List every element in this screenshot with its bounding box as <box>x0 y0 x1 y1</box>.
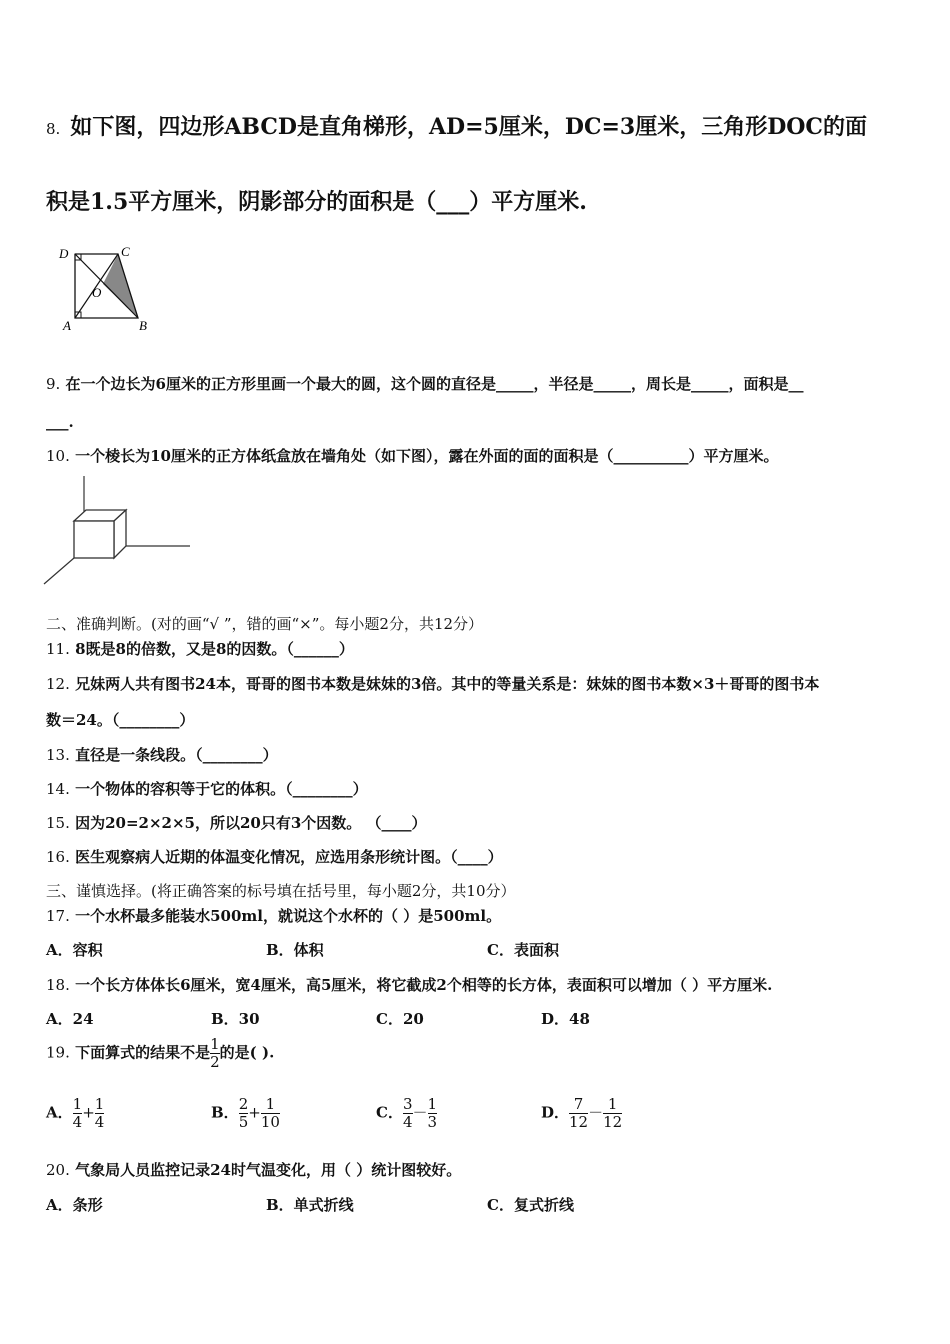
q18-text: 18. 一个长方体体长6厘米，宽4厘米，高5厘米，将它截成2个相等的长方体，表面积可以增加（ ）平方厘米. <box>46 976 773 994</box>
q13-text: 13. 直径是一条线段。（________） <box>46 746 278 764</box>
label-B: B <box>139 318 147 333</box>
q20-option-a[interactable]: A．条形 <box>46 1196 103 1214</box>
q19-option-d[interactable]: D． $\frac{7}{12}$ － $\frac{1}{12}$ <box>541 1095 623 1131</box>
q8-line2: 积是1.5平方厘米，阴影部分的面积是（___）平方厘米. <box>46 189 587 215</box>
q9-line2: ___. <box>46 413 74 431</box>
q19-option-a[interactable]: A． $\frac{1}{4}$ + $\frac{1}{4}$ <box>46 1095 105 1131</box>
q17-text: 17. 一个水杯最多能装水500ml，就说这个水杯的（ ）是500ml。 <box>46 907 502 925</box>
q18-option-c[interactable]: C．20 <box>376 1010 424 1028</box>
q19-option-c[interactable]: C． $\frac{3}{4}$ － $\frac{1}{3}$ <box>376 1095 438 1131</box>
q18-option-b[interactable]: B．30 <box>211 1010 260 1028</box>
trapezoid-figure <box>55 240 165 335</box>
q17-option-a[interactable]: A．容积 <box>46 941 103 959</box>
q19-option-b[interactable]: B． $\frac{2}{5}$ + $\frac{1}{10}$ <box>211 1095 280 1131</box>
section-2-title: 二、准确判断。(对的画“√ ”，错的画“×”。每小题2分，共12分） <box>46 615 484 633</box>
q20-option-b[interactable]: B．单式折线 <box>266 1196 354 1214</box>
q20-text: 20. 气象局人员监控记录24时气温变化，用（ ）统计图较好。 <box>46 1161 462 1179</box>
q15-text: 15. 因为20=2×2×5，所以20只有3个因数。 （____） <box>46 814 427 832</box>
label-A: A <box>63 318 71 333</box>
q20-option-c[interactable]: C．复式折线 <box>487 1196 574 1214</box>
question-number: 8. <box>46 120 61 138</box>
q11-text: 11. 8既是8的倍数，又是8的因数。（______） <box>46 640 354 658</box>
label-D: D <box>59 246 69 261</box>
section-3-title: 三、谨慎选择。(将正确答案的标号填在括号里，每小题2分，共10分） <box>46 882 516 900</box>
q12-line2: 数＝24。（________） <box>46 711 195 729</box>
q10-text: 10. 一个棱长为10厘米的正方体纸盒放在墙角处（如下图），露在外面的面的面积是（__________）平方厘米。 <box>46 447 779 465</box>
q16-text: 16. 医生观察病人近期的体温变化情况，应选用条形统计图。（____） <box>46 848 503 866</box>
q18-option-d[interactable]: D．48 <box>541 1010 590 1028</box>
q14-text: 14. 一个物体的容积等于它的体积。（________） <box>46 780 368 798</box>
q17-option-b[interactable]: B．体积 <box>266 941 324 959</box>
fraction: $\frac{1}{2}$ <box>210 1035 220 1071</box>
cube-corner-figure <box>42 474 192 589</box>
q8-line1: 8. 如下图，四边形ABCD是直角梯形，AD=5厘米，DC=3厘米，三角形DOC的面 <box>46 114 867 140</box>
label-C: C <box>121 244 130 259</box>
q17-option-c[interactable]: C．表面积 <box>487 941 559 959</box>
q19-text: 19. 下面算式的结果不是 $\frac{1}{2}$ 的是( ). <box>46 1035 275 1071</box>
q18-option-a[interactable]: A．24 <box>46 1010 94 1028</box>
q12-line1: 12. 兄妹两人共有图书24本，哥哥的图书本数是妹妹的3倍。其中的等量关系是：妹妹的图书本数×3＋哥哥的图书本 <box>46 675 820 693</box>
label-O: O <box>92 285 102 300</box>
q9-line1: 9. 在一个边长为6厘米的正方形里画一个最大的圆，这个圆的直径是_____，半径是_____，周长是_____，面积是__ <box>46 375 804 393</box>
